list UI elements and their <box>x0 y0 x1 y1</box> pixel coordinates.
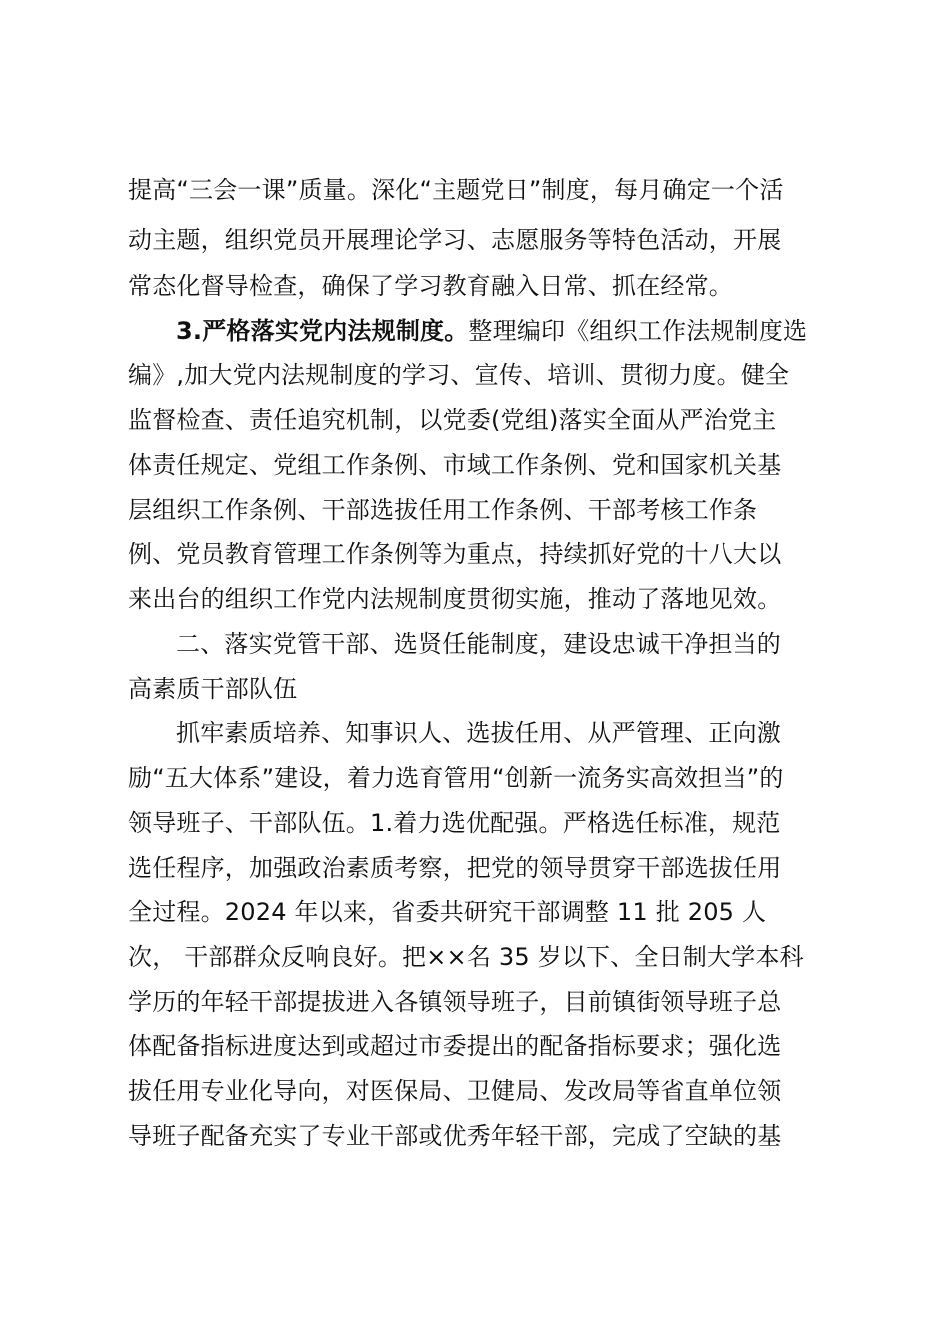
para1-line-2: 动主题，组织党员开展理论学习、志愿服务等特色活动，开展 <box>128 226 782 254</box>
para3-line-5: 全过程。2024 年以来，省委共研究干部调整 11 批 205 人 <box>128 898 767 926</box>
para2-line-2: 编》,加大党内法规制度的学习、宣传、培训、贯彻力度。健全 <box>128 361 790 389</box>
para3-line-6: 次， 干部群众反响良好。把××名 35 岁以下、全日制大学本科 <box>128 943 804 971</box>
para3-line-1: 抓牢素质培养、知事识人、选拔任用、从严管理、正向激 <box>176 719 781 747</box>
para3-line-3: 领导班子、干部队伍。1.着力选优配强。严格选任标准，规范 <box>128 809 781 837</box>
para3-line-10: 导班子配备充实了专业干部或优秀年轻干部，完成了空缺的基 <box>128 1122 782 1150</box>
para3-line-8: 体配备指标进度达到或超过市委提出的配备指标要求；强化选 <box>128 1032 782 1060</box>
para3-line-7: 学历的年轻干部提拔进入各镇领导班子，目前镇街领导班子总 <box>128 988 782 1016</box>
para2-line-4: 体责任规定、党组工作条例、市域工作条例、党和国家机关基 <box>128 451 782 479</box>
para3-line-2: 励“五大体系”建设，着力选育管用“创新一流务实高效担当”的 <box>128 764 784 792</box>
section2-heading-line-1: 二、落实党管干部、选贤任能制度，建设忠诚干净担当的 <box>176 630 781 658</box>
para1-line-3: 常态化督导检查，确保了学习教育融入日常、抓在经常。 <box>128 272 733 300</box>
para2-line-1-rest: 整理编印《组织工作法规制度选 <box>468 317 808 345</box>
para1-line-1: 提高“三会一课”质量。深化“主题党日”制度，每月确定一个活 <box>128 176 784 204</box>
para3-line-9: 拔任用专业化导向，对医保局、卫健局、发改局等省直单位领 <box>128 1077 782 1105</box>
para2-heading: 3.严格落实党内法规制度。 <box>176 317 469 345</box>
para3-line-4: 选任程序，加强政治素质考察，把党的领导贯穿干部选拔任用 <box>128 854 782 882</box>
para2-line-7: 来出台的组织工作党内法规制度贯彻实施，推动了落地见效。 <box>128 585 782 613</box>
para2-line-6: 例、党员教育管理工作条例等为重点，持续抓好党的十八大以 <box>128 540 782 568</box>
section2-heading-line-2: 高素质干部队伍 <box>128 675 298 703</box>
para2-line-3: 监督检查、责任追究机制，以党委(党组)落实全面从严治党主 <box>128 406 777 434</box>
para2-line-1 <box>176 315 828 347</box>
para2-line-5: 层组织工作条例、干部选拔任用工作条例、干部考核工作条 <box>128 496 758 524</box>
